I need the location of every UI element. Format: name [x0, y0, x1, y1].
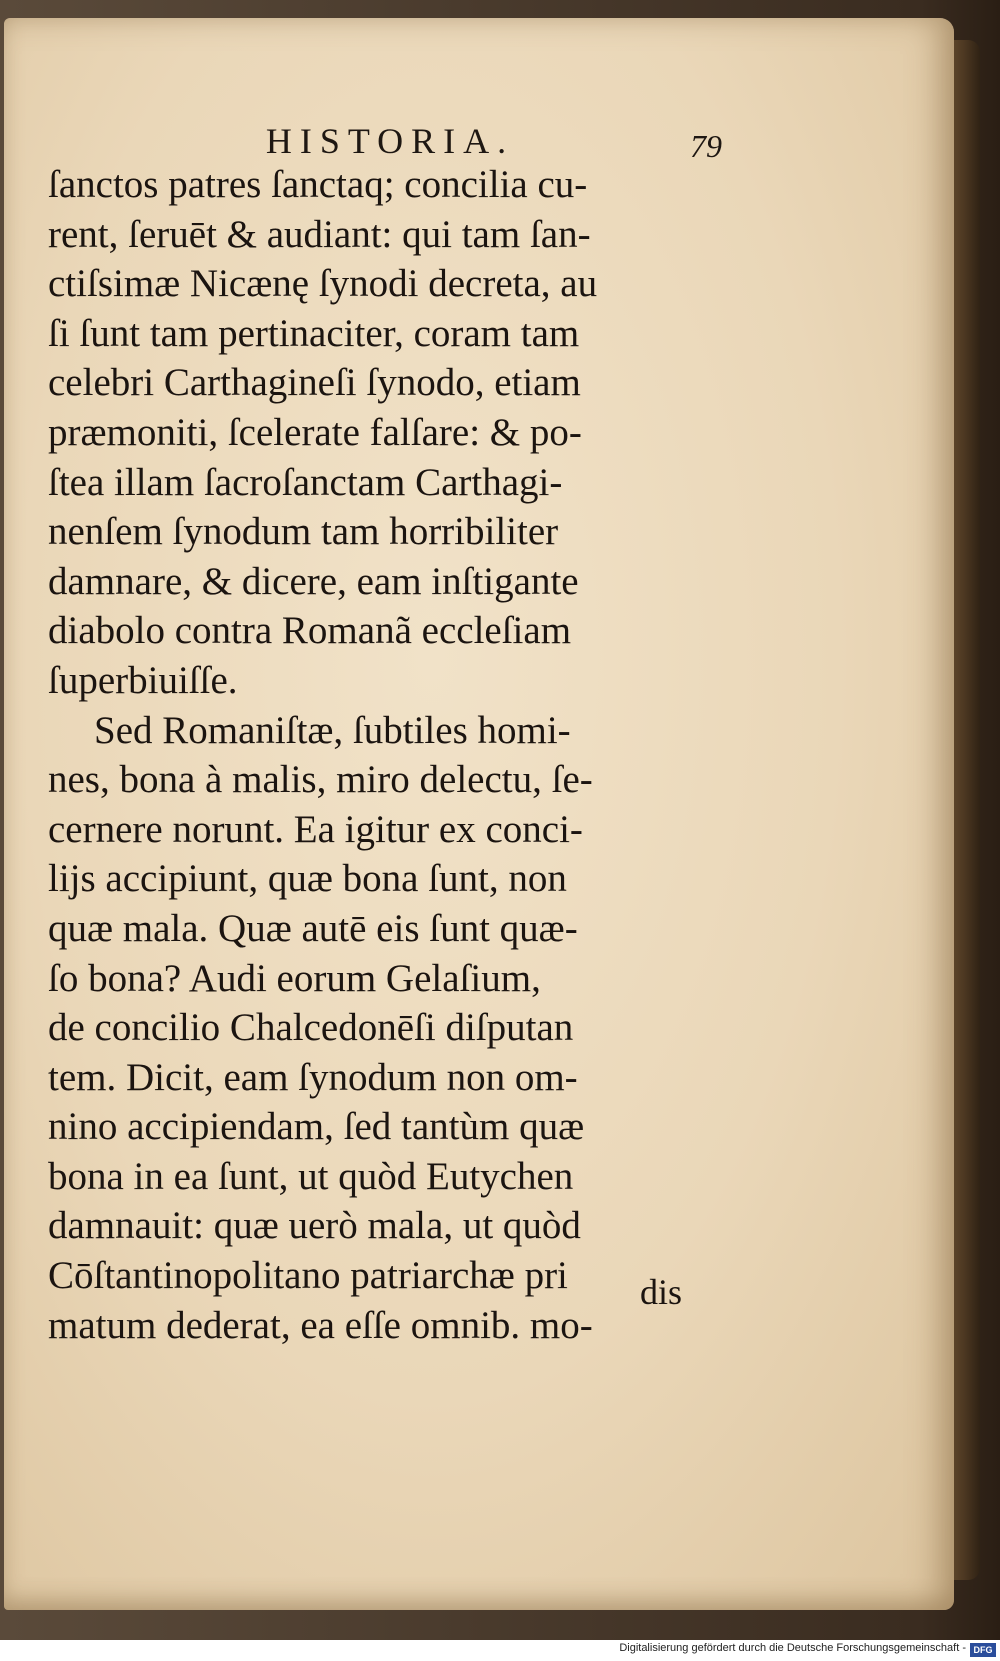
running-head: HISTORIA. [265, 121, 515, 161]
text-line: ſi ſunt tam pertinaciter, coram tam [48, 311, 580, 355]
text-line: ctiſsimæ Nicænę ſynodi decreta, au [48, 262, 598, 306]
paragraph-start-line: Sed Romaniſtæ, ſubtiles homi- [94, 708, 571, 752]
folio-number: 79 [690, 128, 722, 164]
text-line: tem. Dicit, eam ſynodum non om- [48, 1055, 578, 1099]
text-line: ſuperbiuiſſe. [48, 658, 238, 702]
funding-credit: Digitalisierung gefördert durch die Deutsche Forschungsgemeinschaft - [619, 1642, 966, 1654]
text-line: diabolo contra Romanã eccleſiam [48, 609, 572, 653]
text-line: cernere norunt. Ea igitur ex conci- [48, 807, 583, 851]
digitization-footer [0, 1640, 1000, 1661]
text-line: nenſem ſynodum tam horribiliter [48, 510, 559, 554]
text-line: Cōſtantinopolitano patriarchæ pri [48, 1254, 568, 1298]
text-line: bona in ea ſunt, ut quòd Eutychen [48, 1154, 574, 1198]
text-line: lijs accipiunt, quæ bona ſunt, non [48, 857, 567, 901]
text-line: quæ mala. Quæ autē eis ſunt quæ- [48, 906, 578, 950]
text-line: celebri Carthagineſi ſynodo, etiam [48, 361, 581, 405]
text-line: ſanctos patres ſanctaq; concilia cu- [48, 163, 588, 206]
text-line: damnare, & dicere, eam inſtigante [48, 559, 579, 603]
text-block [48, 160, 738, 1350]
text-line: ſo bona? Audi eorum Gelaſium, [48, 956, 541, 1000]
text-line: ſtea illam ſacroſanctam Carthagi- [48, 460, 563, 504]
text-line: matum dederat, ea eſſe omnib. mo- [48, 1303, 593, 1347]
text-line: de concilio Chalcedonēſi diſputan [48, 1006, 574, 1050]
text-line: nes, bona à malis, miro delectu, ſe- [48, 758, 593, 802]
text-line: rent, ſeruēt & audiant: qui tam ſan- [48, 212, 591, 256]
catchword: dis [640, 1272, 683, 1312]
text-line: damnauit: quæ uerò mala, ut quòd [48, 1204, 581, 1248]
text-line: præmoniti, ſcelerate falſare: & po- [48, 410, 582, 454]
dfg-logo: DFG [970, 1643, 996, 1657]
text-line: nino accipiendam, ſed tantùm quæ [48, 1105, 585, 1149]
